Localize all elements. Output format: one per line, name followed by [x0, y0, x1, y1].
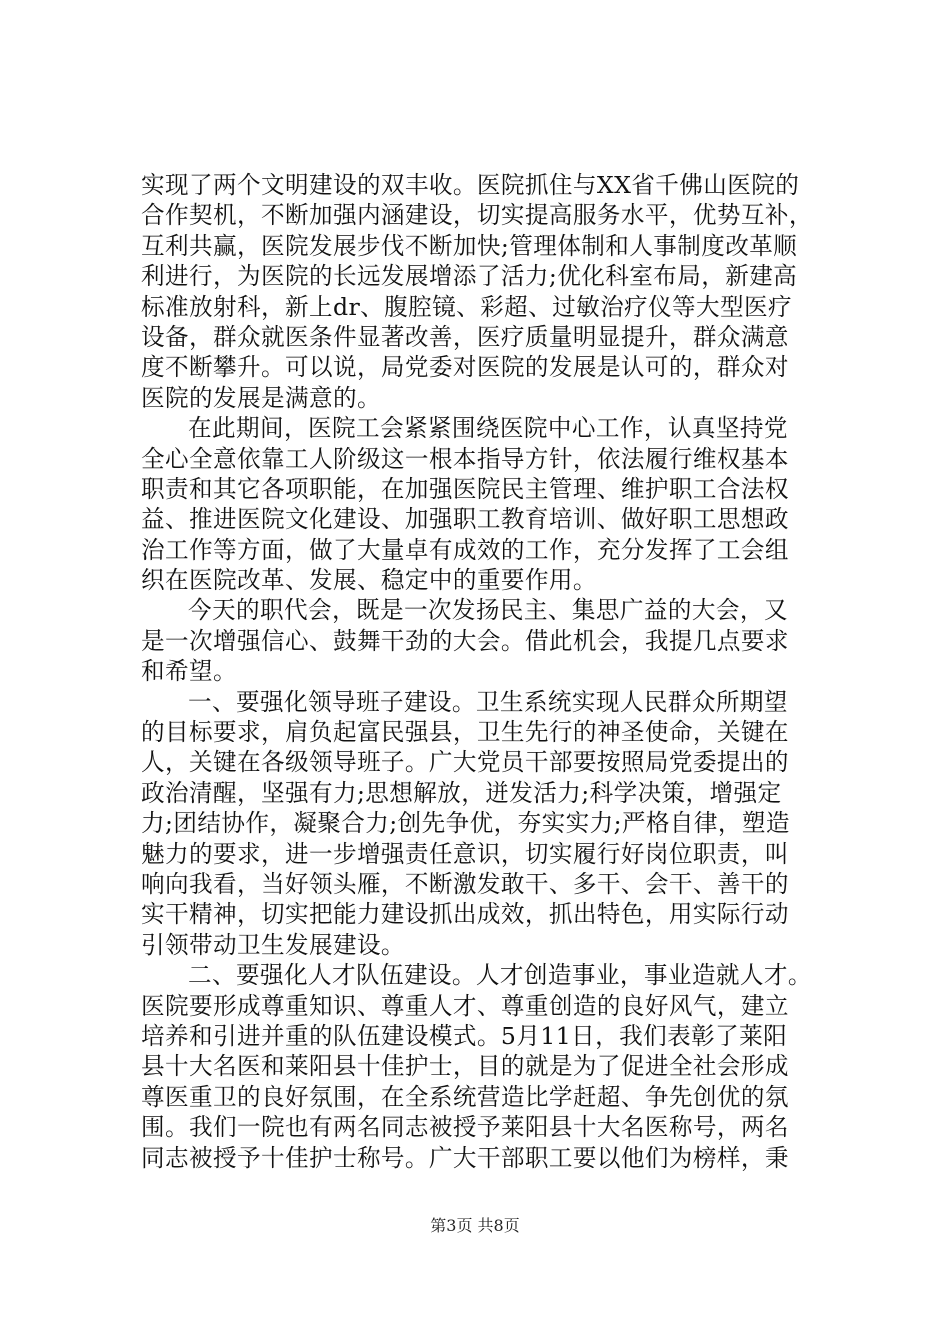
body-text	[141, 170, 821, 1173]
text-line: 设备，群众就医条件显著改善，医疗质量明显提升，群众满意	[141, 322, 789, 351]
text-line: 职责和其它各项职能，在加强医院民主管理、维护职工合法权	[141, 474, 789, 503]
text-line: 是一次增强信心、鼓舞干劲的大会。借此机会，我提几点要求	[141, 626, 789, 655]
text-line: 人，关键在各级领导班子。广大党员干部要按照局党委提出的	[141, 748, 789, 777]
text-line: 响向我看，当好领头雁，不断激发敢干、多干、会干、善干的	[141, 869, 789, 898]
text-line: 政治清醒，坚强有力;思想解放，迸发活力;科学决策，增强定	[141, 778, 782, 807]
text-line: 益、推进医院文化建设、加强职工教育培训、做好职工思想政	[141, 505, 789, 534]
text-line: 医院要形成尊重知识、尊重人才、尊重创造的良好风气，建立	[141, 991, 789, 1020]
paragraph-start-line: 一、要强化领导班子建设。卫生系统实现人民群众所期望	[188, 687, 788, 716]
paragraph-start-line: 今天的职代会，既是一次发扬民主、集思广益的大会，又	[188, 596, 788, 625]
text-line: 合作契机，不断加强内涵建设，切实提高服务水平，优势互补，	[141, 201, 813, 230]
text-line: 利进行，为医院的长远发展增添了活力;优化科室布局，新建高	[141, 262, 798, 291]
text-line: 的目标要求，肩负起富民强县，卫生先行的神圣使命，关键在	[141, 718, 789, 747]
text-line: 互利共赢，医院发展步伐不断加快;管理体制和人事制度改革顺	[141, 231, 798, 260]
paragraph-start-line: 二、要强化人才队伍建设。人才创造事业，事业造就人才。	[188, 961, 812, 990]
text-line: 围。我们一院也有两名同志被授予莱阳县十大名医称号，两名	[141, 1113, 789, 1142]
text-line: 魅力的要求，进一步增强责任意识，切实履行好岗位职责，叫	[141, 839, 789, 868]
text-line: 全心全意依靠工人阶级这一根本指导方针，依法履行维权基本	[141, 444, 789, 473]
text-line: 治工作等方面，做了大量卓有成效的工作，充分发挥了工会组	[141, 535, 789, 564]
text-line: 引领带动卫生发展建设。	[141, 930, 405, 959]
text-line: 培养和引进并重的队伍建设模式。5月11日，我们表彰了莱阳	[141, 1021, 788, 1050]
text-line: 标准放射科，新上dr、腹腔镜、彩超、过敏治疗仪等大型医疗	[141, 292, 793, 321]
text-line: 医院的发展是满意的。	[141, 383, 381, 412]
text-line: 和希望。	[141, 657, 237, 686]
text-line: 同志被授予十佳护士称号。广大干部职工要以他们为榜样，秉	[141, 1143, 789, 1172]
page-footer: 第3页 共8页	[430, 1216, 520, 1235]
text-line: 力;团结协作，凝聚合力;创先争优，夯实实力;严格自律，塑造	[141, 809, 790, 838]
text-line: 实现了两个文明建设的双丰收。医院抓住与XX省千佛山医院的	[141, 171, 800, 199]
text-line: 实干精神，切实把能力建设抓出成效，抓出特色，用实际行动	[141, 900, 789, 929]
text-line: 县十大名医和莱阳县十佳护士，目的就是为了促进全社会形成	[141, 1052, 789, 1081]
text-line: 织在医院改革、发展、稳定中的重要作用。	[141, 566, 597, 595]
text-line: 尊医重卫的良好氛围，在全系统营造比学赶超、争先创优的氛	[141, 1082, 789, 1111]
text-line: 度不断攀升。可以说，局党委对医院的发展是认可的，群众对	[141, 353, 789, 382]
paragraph-start-line: 在此期间，医院工会紧紧围绕医院中心工作，认真坚持党	[188, 414, 788, 443]
